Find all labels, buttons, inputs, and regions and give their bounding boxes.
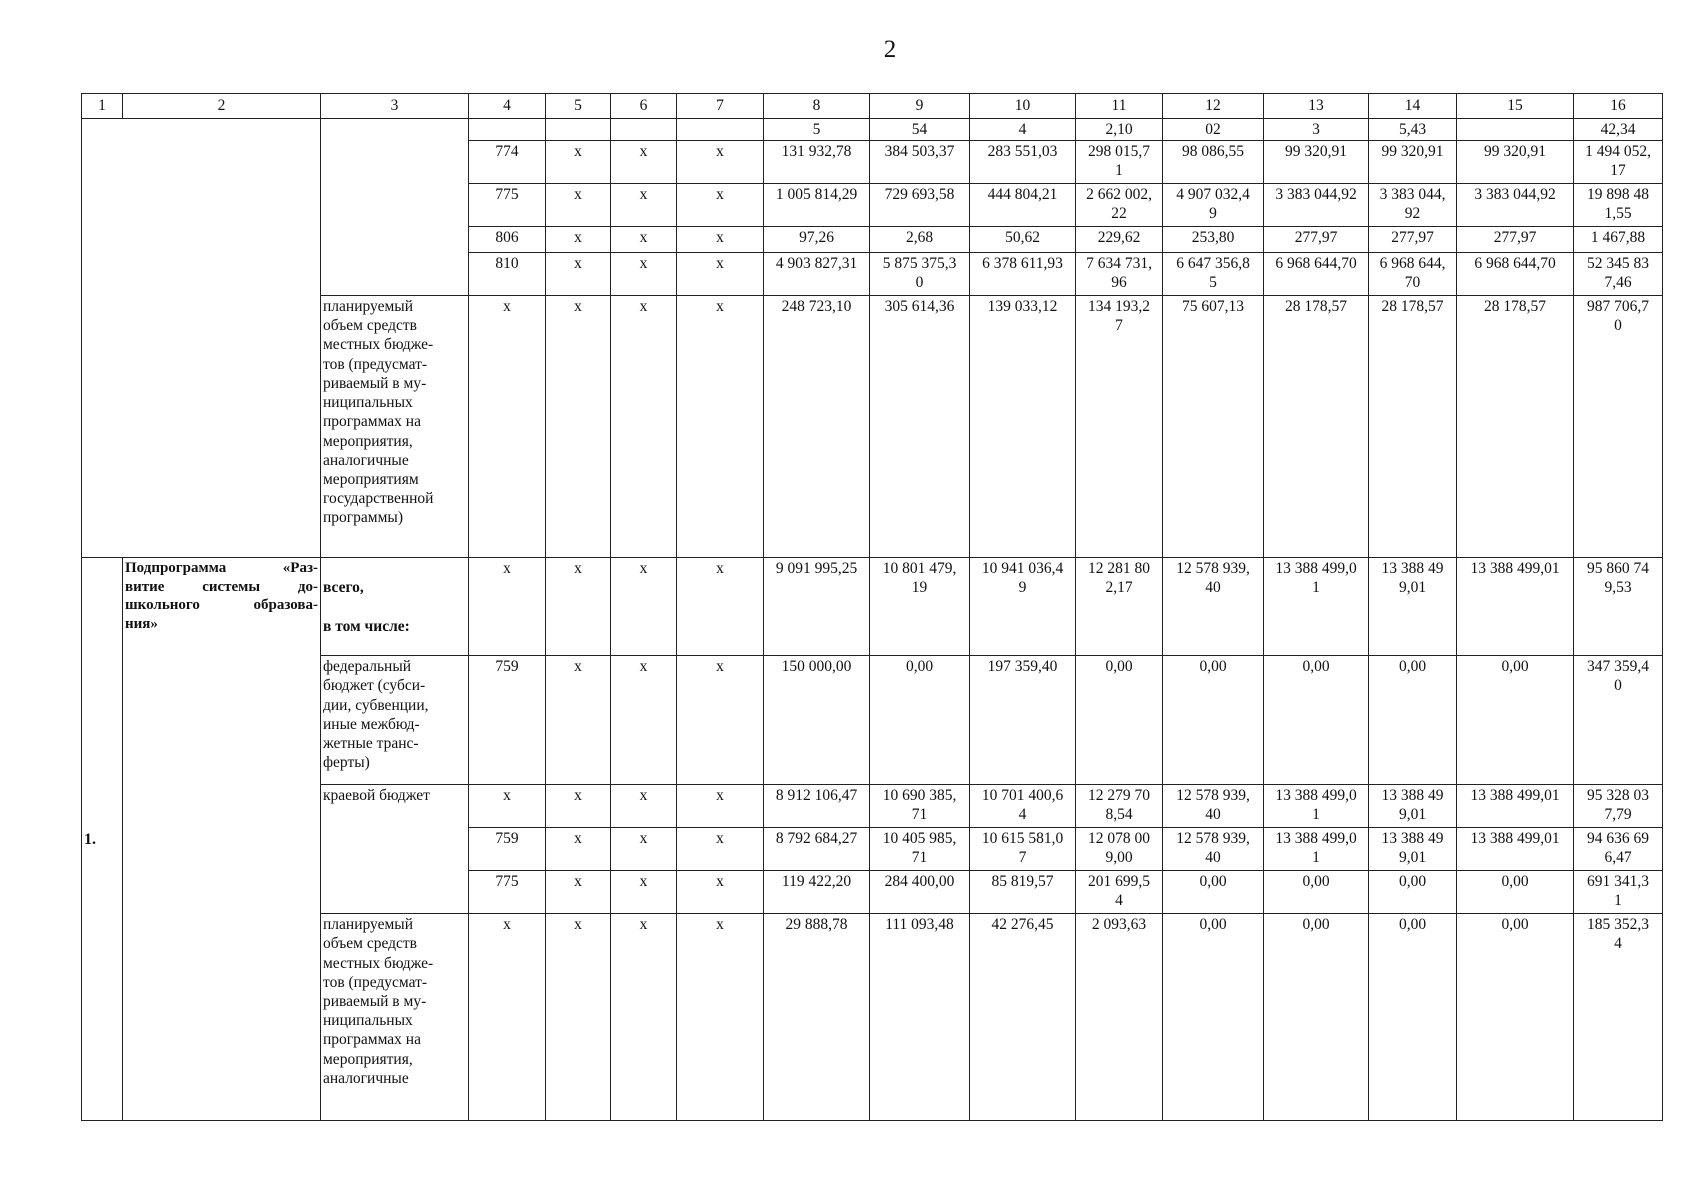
subprogram-number: 1. [82, 558, 123, 1121]
value-cell: 3 383 044, 92 [1369, 184, 1457, 227]
value-cell: 2,68 [870, 227, 970, 253]
value-cell: 13 388 499,01 [1457, 558, 1574, 656]
table-cell: x [611, 656, 677, 785]
value-cell: 99 320,91 [1264, 141, 1369, 184]
value-cell: 201 699,5 4 [1076, 871, 1163, 914]
header-cell: 14 [1369, 94, 1457, 119]
value-cell: 13 388 499,01 [1457, 785, 1574, 828]
value-cell: 277,97 [1264, 227, 1369, 253]
value-cell: 987 706,7 0 [1574, 296, 1663, 558]
header-cell: 5 [546, 94, 611, 119]
value-cell: 0,00 [1369, 656, 1457, 785]
code-cell: 759 [469, 656, 546, 785]
value-cell: 384 503,37 [870, 141, 970, 184]
table-cell: x [611, 914, 677, 1121]
table-cell: x [677, 914, 764, 1121]
value-cell: 10 701 400,6 4 [970, 785, 1076, 828]
value-cell: 7 634 731, 96 [1076, 253, 1163, 296]
header-cell: 2 [123, 94, 321, 119]
table-cell: x [546, 785, 611, 828]
value-cell: 0,00 [1264, 656, 1369, 785]
value-cell: 0,00 [1369, 914, 1457, 1121]
table-cell: x [611, 253, 677, 296]
value-cell: 131 932,78 [764, 141, 870, 184]
table-cell [546, 119, 611, 141]
table-cell: x [611, 296, 677, 558]
value-cell: 99 320,91 [1457, 141, 1574, 184]
value-cell: 28 178,57 [1369, 296, 1457, 558]
value-cell: 6 647 356,8 5 [1163, 253, 1264, 296]
table-cell: 2,10 [1076, 119, 1163, 141]
table-cell: x [677, 656, 764, 785]
table-cell: 02 [1163, 119, 1264, 141]
value-cell: 10 405 985, 71 [870, 828, 970, 871]
table-cell: x [469, 914, 546, 1121]
subprogram-title: Подпрограмма «Раз- витие системы до- школьного образова- ния» [123, 558, 321, 1121]
value-cell: 10 690 385, 71 [870, 785, 970, 828]
value-cell: 13 388 499,0 1 [1264, 785, 1369, 828]
table-cell [1457, 119, 1574, 141]
value-cell: 13 388 49 9,01 [1369, 785, 1457, 828]
table-cell: x [546, 914, 611, 1121]
header-row [82, 94, 1663, 119]
value-cell: 1 494 052, 17 [1574, 141, 1663, 184]
header-cell: 4 [469, 94, 546, 119]
value-cell: 12 279 70 8,54 [1076, 785, 1163, 828]
table-cell: x [469, 785, 546, 828]
value-cell: 134 193,2 7 [1076, 296, 1163, 558]
value-cell: 253,80 [1163, 227, 1264, 253]
value-cell: 12 281 80 2,17 [1076, 558, 1163, 656]
value-cell: 150 000,00 [764, 656, 870, 785]
table-cell: x [677, 296, 764, 558]
table-cell: x [546, 296, 611, 558]
value-cell: 3 383 044,92 [1264, 184, 1369, 227]
value-cell: 75 607,13 [1163, 296, 1264, 558]
value-cell: 85 819,57 [970, 871, 1076, 914]
value-cell: 3 383 044,92 [1457, 184, 1574, 227]
table-cell: 42,34 [1574, 119, 1663, 141]
value-cell: 97,26 [764, 227, 870, 253]
table-cell: x [469, 558, 546, 656]
code-cell: 810 [469, 253, 546, 296]
value-cell: 298 015,7 1 [1076, 141, 1163, 184]
table-cell: 5,43 [1369, 119, 1457, 141]
table-cell: 5 [764, 119, 870, 141]
value-cell: 29 888,78 [764, 914, 870, 1121]
value-cell: 111 093,48 [870, 914, 970, 1121]
value-cell: 2 093,63 [1076, 914, 1163, 1121]
value-cell: 2 662 002, 22 [1076, 184, 1163, 227]
table-cell: x [611, 558, 677, 656]
row-label: всего, в том числе: [321, 558, 469, 656]
page-number: 2 [883, 36, 897, 63]
value-cell: 13 388 499,0 1 [1264, 558, 1369, 656]
value-cell: 248 723,10 [764, 296, 870, 558]
table-cell: x [469, 296, 546, 558]
table-cell: x [546, 828, 611, 871]
empty-cell [321, 119, 469, 296]
header-cell: 13 [1264, 94, 1369, 119]
value-cell: 95 860 74 9,53 [1574, 558, 1663, 656]
header-cell: 11 [1076, 94, 1163, 119]
value-cell: 6 968 644,70 [1457, 253, 1574, 296]
value-cell: 12 078 00 9,00 [1076, 828, 1163, 871]
value-cell: 8 912 106,47 [764, 785, 870, 828]
value-cell: 0,00 [1457, 871, 1574, 914]
value-cell: 12 578 939, 40 [1163, 828, 1264, 871]
table-cell: x [611, 227, 677, 253]
table-cell: x [546, 184, 611, 227]
value-cell: 1 005 814,29 [764, 184, 870, 227]
table-cell: x [546, 871, 611, 914]
table-cell: x [611, 141, 677, 184]
value-cell: 52 345 83 7,46 [1574, 253, 1663, 296]
table-cell: x [611, 785, 677, 828]
value-cell: 283 551,03 [970, 141, 1076, 184]
header-cell: 16 [1574, 94, 1663, 119]
table-cell: x [546, 253, 611, 296]
header-cell: 12 [1163, 94, 1264, 119]
value-cell: 28 178,57 [1457, 296, 1574, 558]
table-cell: 4 [970, 119, 1076, 141]
value-cell: 0,00 [1457, 914, 1574, 1121]
value-cell: 10 801 479, 19 [870, 558, 970, 656]
row-label: планируемый объем средств местных бюдже- тов (предусмат- риваемый в му- ниципальных программах на мероприятия, аналогичные мероприятиям государственной программы) [321, 296, 469, 558]
table-row [82, 119, 1663, 141]
header-cell: 1 [82, 94, 123, 119]
value-cell: 13 388 49 9,01 [1369, 558, 1457, 656]
header-cell: 10 [970, 94, 1076, 119]
value-cell: 444 804,21 [970, 184, 1076, 227]
value-cell: 19 898 48 1,55 [1574, 184, 1663, 227]
value-cell: 0,00 [1457, 656, 1574, 785]
value-cell: 197 359,40 [970, 656, 1076, 785]
table-cell: x [546, 227, 611, 253]
table-cell: x [546, 656, 611, 785]
value-cell: 305 614,36 [870, 296, 970, 558]
table-cell: x [677, 253, 764, 296]
code-cell: 775 [469, 184, 546, 227]
value-cell: 0,00 [1264, 914, 1369, 1121]
value-cell: 99 320,91 [1369, 141, 1457, 184]
value-cell: 94 636 69 6,47 [1574, 828, 1663, 871]
value-cell: 6 378 611,93 [970, 253, 1076, 296]
value-cell: 4 907 032,4 9 [1163, 184, 1264, 227]
header-cell: 8 [764, 94, 870, 119]
table-cell: x [546, 141, 611, 184]
table-cell: x [677, 141, 764, 184]
table-cell: 54 [870, 119, 970, 141]
table-row [82, 558, 1663, 656]
row-label: планируемый объем средств местных бюдже- тов (предусмат- риваемый в му- ниципальных программах на мероприятия, аналогичные [321, 914, 469, 1121]
value-cell: 691 341,3 1 [1574, 871, 1663, 914]
value-cell: 5 875 375,3 0 [870, 253, 970, 296]
code-cell: 774 [469, 141, 546, 184]
table-cell [469, 119, 546, 141]
value-cell: 95 328 03 7,79 [1574, 785, 1663, 828]
budget-table-wrap [81, 93, 1663, 1121]
table-cell: x [677, 184, 764, 227]
table-cell: x [611, 828, 677, 871]
value-cell: 119 422,20 [764, 871, 870, 914]
row-label: федеральный бюджет (субси- дии, субвенции, иные межбюд- жетные транс- ферты) [321, 656, 469, 785]
value-cell: 277,97 [1457, 227, 1574, 253]
table-cell: x [611, 184, 677, 227]
value-cell: 8 792 684,27 [764, 828, 870, 871]
value-cell: 13 388 499,0 1 [1264, 828, 1369, 871]
value-cell: 277,97 [1369, 227, 1457, 253]
table-cell [611, 119, 677, 141]
table-cell: x [611, 871, 677, 914]
value-cell: 4 903 827,31 [764, 253, 870, 296]
value-cell: 42 276,45 [970, 914, 1076, 1121]
value-cell: 0,00 [1369, 871, 1457, 914]
value-cell: 139 033,12 [970, 296, 1076, 558]
value-cell: 0,00 [1076, 656, 1163, 785]
value-cell: 0,00 [1163, 871, 1264, 914]
value-cell: 0,00 [870, 656, 970, 785]
value-cell: 50,62 [970, 227, 1076, 253]
value-cell: 13 388 49 9,01 [1369, 828, 1457, 871]
value-cell: 12 578 939, 40 [1163, 785, 1264, 828]
header-cell: 9 [870, 94, 970, 119]
value-cell: 98 086,55 [1163, 141, 1264, 184]
table-cell: x [677, 828, 764, 871]
value-cell: 0,00 [1264, 871, 1369, 914]
table-cell: 3 [1264, 119, 1369, 141]
value-cell: 13 388 499,01 [1457, 828, 1574, 871]
value-cell: 0,00 [1163, 914, 1264, 1121]
table-cell [677, 119, 764, 141]
table-cell: x [546, 558, 611, 656]
code-cell: 759 [469, 828, 546, 871]
header-cell: 7 [677, 94, 764, 119]
table-cell: x [677, 785, 764, 828]
empty-cell [82, 119, 321, 558]
code-cell: 775 [469, 871, 546, 914]
value-cell: 185 352,3 4 [1574, 914, 1663, 1121]
header-cell: 6 [611, 94, 677, 119]
value-cell: 10 615 581,0 7 [970, 828, 1076, 871]
value-cell: 9 091 995,25 [764, 558, 870, 656]
value-cell: 347 359,4 0 [1574, 656, 1663, 785]
value-cell: 10 941 036,4 9 [970, 558, 1076, 656]
table-cell: x [677, 227, 764, 253]
header-cell: 3 [321, 94, 469, 119]
budget-table [81, 93, 1663, 1121]
code-cell: 806 [469, 227, 546, 253]
value-cell: 284 400,00 [870, 871, 970, 914]
value-cell: 12 578 939, 40 [1163, 558, 1264, 656]
value-cell: 6 968 644,70 [1264, 253, 1369, 296]
header-cell: 15 [1457, 94, 1574, 119]
table-cell: x [677, 558, 764, 656]
row-label: краевой бюджет [321, 785, 469, 914]
value-cell: 729 693,58 [870, 184, 970, 227]
table-cell: x [677, 871, 764, 914]
value-cell: 0,00 [1163, 656, 1264, 785]
value-cell: 229,62 [1076, 227, 1163, 253]
value-cell: 6 968 644, 70 [1369, 253, 1457, 296]
value-cell: 28 178,57 [1264, 296, 1369, 558]
value-cell: 1 467,88 [1574, 227, 1663, 253]
